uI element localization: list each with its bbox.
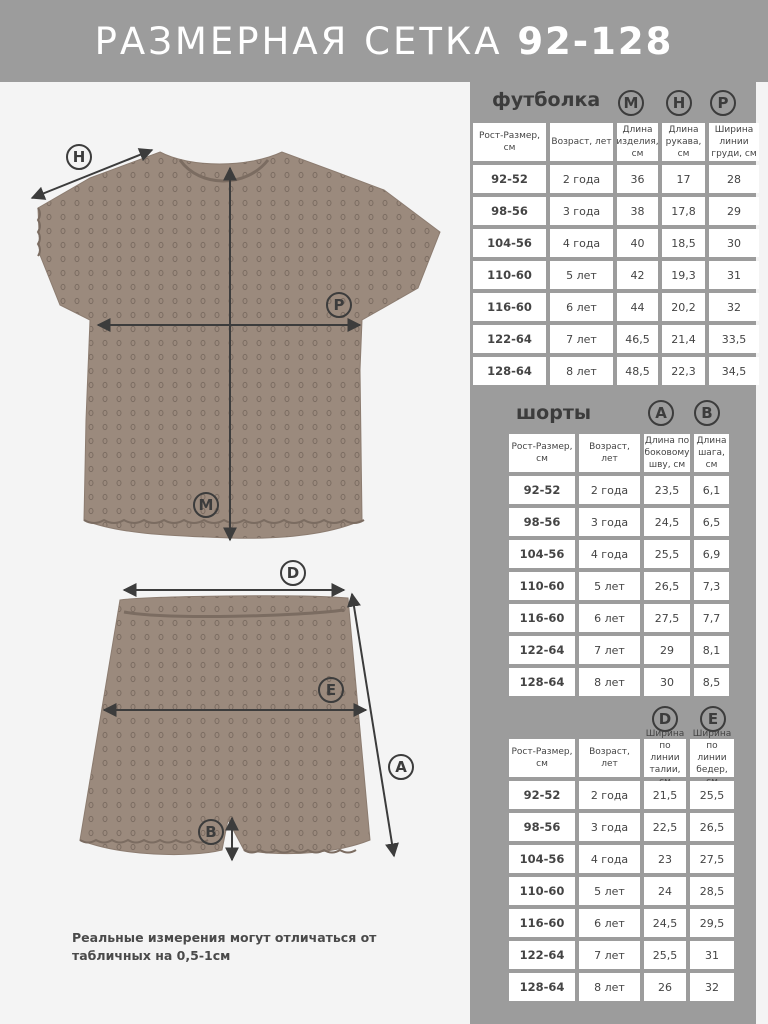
table-cell: 17 [662, 165, 705, 193]
size-cell: 122-64 [473, 325, 546, 353]
waist-marker: D [280, 560, 306, 586]
table-cell: 21,5 [644, 781, 686, 809]
size-cell: 128-64 [473, 357, 546, 385]
table-cell: 29,5 [690, 909, 734, 937]
table-cell: 21,4 [662, 325, 705, 353]
table-cell: 3 года [579, 508, 640, 536]
table-cell: 42 [617, 261, 658, 289]
table-cell: 7,3 [694, 572, 729, 600]
table-header-cell: Ширина по линии талии, [645, 728, 685, 776]
table-header-cell: Возраст, лет [579, 739, 640, 777]
table-cell: 34,5 [709, 357, 759, 385]
size-cell: 104-56 [473, 229, 546, 257]
size-cell: 110-60 [473, 261, 546, 289]
shorts-shape [80, 596, 370, 855]
size-cell: 98-56 [473, 197, 546, 225]
table-cell: 2 года [579, 476, 640, 504]
table-header-cell: Длина шага, см [694, 434, 729, 472]
table-cell: 23 [644, 845, 686, 873]
inseam-marker: B [198, 819, 224, 845]
shorts-width-table [509, 728, 734, 1001]
table-cell: 31 [709, 261, 759, 289]
table-cell: 25,5 [644, 540, 690, 568]
table-cell: 25,5 [690, 781, 734, 809]
table-cell: 6,1 [694, 476, 729, 504]
size-cell: 110-60 [509, 877, 575, 905]
table-cell: 30 [709, 229, 759, 257]
tshirt-section-title: футболка [492, 89, 601, 111]
measurement-note: Реальные измерения могут отличаться от табличных на 0,5-1см [72, 930, 377, 964]
table-header-cell: Рост-Размер, см [473, 123, 546, 161]
table-cell: 38 [617, 197, 658, 225]
table-header-cell: Ширина по линии бедер, [690, 739, 734, 777]
table-cell: 18,5 [662, 229, 705, 257]
table-cell: 3 года [550, 197, 613, 225]
table-cell: 6,9 [694, 540, 729, 568]
table-cell: 6 лет [579, 604, 640, 632]
shorts-section-title: шорты [516, 402, 592, 424]
table-cell: 24,5 [644, 508, 690, 536]
table-header-cell: Возраст, лет [550, 123, 613, 161]
length-marker: M [193, 492, 219, 518]
table-cell: 32 [709, 293, 759, 321]
table-cell: 5 лет [579, 877, 640, 905]
shorts-length-table [509, 434, 729, 696]
table-cell: 24 [644, 877, 686, 905]
table-cell: 29 [644, 636, 690, 664]
shorts-marker-a: A [648, 400, 674, 426]
size-cell: 92-52 [473, 165, 546, 193]
table-cell: 26,5 [644, 572, 690, 600]
size-cell: 128-64 [509, 973, 575, 1001]
table-cell: 28,5 [690, 877, 734, 905]
table-cell: 4 года [579, 845, 640, 873]
title-text: РАЗМЕРНАЯ СЕТКА [94, 19, 503, 63]
table-cell: 24,5 [644, 909, 686, 937]
table-cell: 7 лет [550, 325, 613, 353]
table-cell: 7 лет [579, 941, 640, 969]
table-cell: 6,5 [694, 508, 729, 536]
size-cell: 92-52 [509, 476, 575, 504]
table-cell: 27,5 [690, 845, 734, 873]
table-cell: 23,5 [644, 476, 690, 504]
table-cell: 7,7 [694, 604, 729, 632]
shorts-marker-d: D [652, 706, 678, 732]
table-cell: 8 лет [550, 357, 613, 385]
table-cell: 33,5 [709, 325, 759, 353]
table-cell: 48,5 [617, 357, 658, 385]
table-cell: 25,5 [644, 941, 686, 969]
table-cell: 28 [709, 165, 759, 193]
table-cell: 20,2 [662, 293, 705, 321]
table-cell: 2 года [550, 165, 613, 193]
size-cell: 128-64 [509, 668, 575, 696]
chest-marker: P [326, 292, 352, 318]
table-cell: 5 лет [579, 572, 640, 600]
size-panel [470, 82, 756, 1024]
size-cell: 116-60 [473, 293, 546, 321]
size-cell: 122-64 [509, 636, 575, 664]
size-cell: 104-56 [509, 845, 575, 873]
table-cell: 8,5 [694, 668, 729, 696]
table-cell: 22,5 [644, 813, 686, 841]
table-cell: 32 [690, 973, 734, 1001]
table-cell: 44 [617, 293, 658, 321]
table-header-cell: Рост-Размер, см [509, 739, 575, 777]
side-length-marker: A [388, 754, 414, 780]
table-cell: 4 года [579, 540, 640, 568]
size-cell: 116-60 [509, 604, 575, 632]
table-cell: 22,3 [662, 357, 705, 385]
table-cell: 8 лет [579, 668, 640, 696]
table-cell: 40 [617, 229, 658, 257]
table-cell: 30 [644, 668, 690, 696]
table-cell: 19,3 [662, 261, 705, 289]
table-cell: 3 года [579, 813, 640, 841]
size-cell: 98-56 [509, 813, 575, 841]
table-header-cell: Длина изделия, см [616, 124, 659, 160]
size-cell: 92-52 [509, 781, 575, 809]
table-cell: 5 лет [550, 261, 613, 289]
table-cell: 26,5 [690, 813, 734, 841]
table-header-cell: Возраст, лет [579, 434, 640, 472]
table-cell: 17,8 [662, 197, 705, 225]
size-cell: 104-56 [509, 540, 575, 568]
size-cell: 110-60 [509, 572, 575, 600]
table-header-cell: Рост-Размер, см [509, 434, 575, 472]
tshirt-size-table [473, 123, 759, 385]
table-cell: 6 лет [579, 909, 640, 937]
table-cell: 31 [690, 941, 734, 969]
table-cell: 7 лет [579, 636, 640, 664]
table-cell: 27,5 [644, 604, 690, 632]
table-cell: 36 [617, 165, 658, 193]
table-header-cell: Ширина линии груди, см [709, 123, 759, 161]
shorts-marker-b: B [694, 400, 720, 426]
table-cell: 8,1 [694, 636, 729, 664]
title-size-range: 92-128 [517, 19, 674, 63]
table-header-cell: Длина по боковому шву, см [644, 435, 690, 471]
table-cell: 4 года [550, 229, 613, 257]
hip-marker: E [318, 677, 344, 703]
table-header-cell: Длина рукава, см [662, 123, 705, 161]
tshirt-marker-p: P [710, 90, 736, 116]
tshirt-shape [38, 152, 440, 538]
size-cell: 116-60 [509, 909, 575, 937]
size-cell: 122-64 [509, 941, 575, 969]
table-cell: 26 [644, 973, 686, 1001]
sleeve-marker: H [66, 144, 92, 170]
size-cell: 98-56 [509, 508, 575, 536]
table-cell: 2 года [579, 781, 640, 809]
shorts-marker-e: E [700, 706, 726, 732]
table-cell: 6 лет [550, 293, 613, 321]
table-cell: 29 [709, 197, 759, 225]
tshirt-marker-m: M [618, 90, 644, 116]
table-cell: 46,5 [617, 325, 658, 353]
table-cell: 8 лет [579, 973, 640, 1001]
tshirt-marker-h: H [666, 90, 692, 116]
